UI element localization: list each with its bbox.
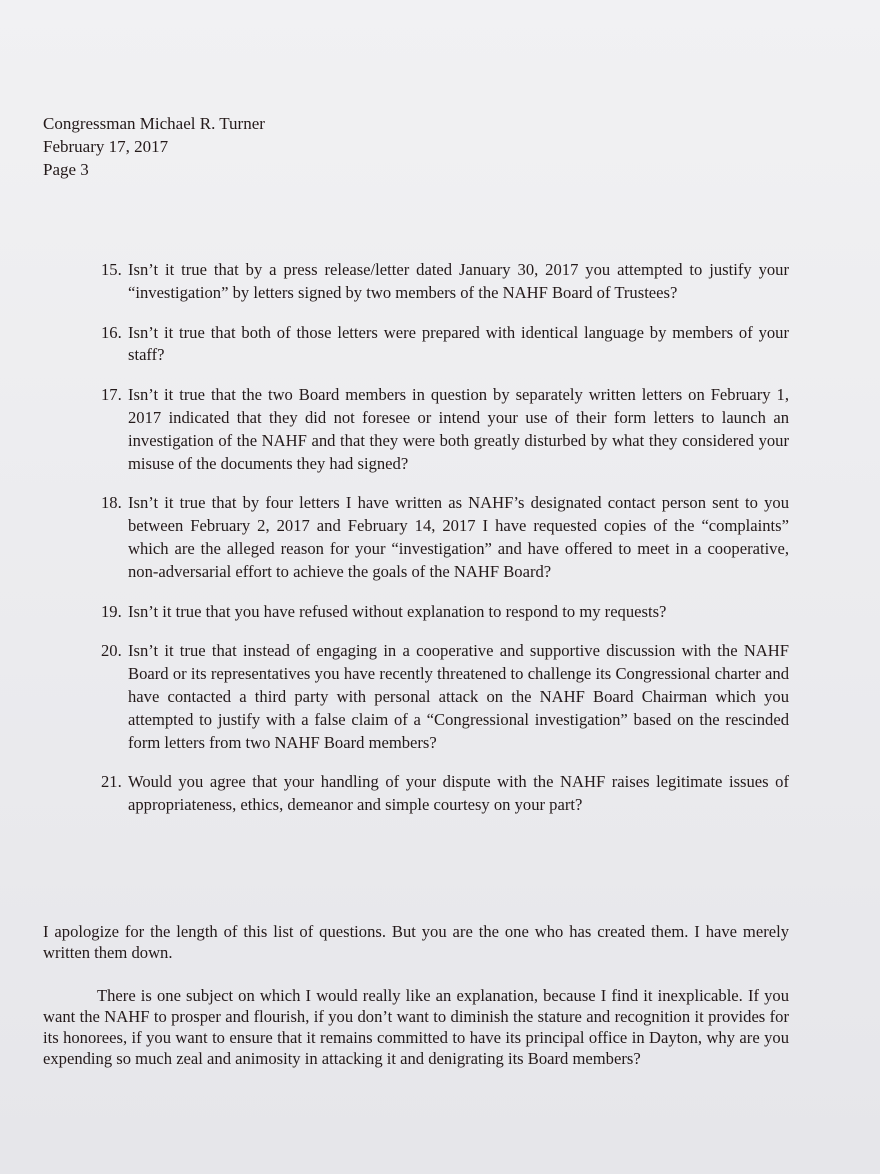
question-number: 20. bbox=[101, 641, 122, 661]
question-number: 21. bbox=[101, 772, 122, 792]
question-text: Isn’t it true that you have refused without explanation to respond to my requests? bbox=[128, 601, 667, 621]
question-item bbox=[101, 322, 789, 368]
question-number: 15. bbox=[101, 260, 122, 279]
date-line: February 17, 2017 bbox=[43, 137, 169, 156]
question-text: Isn’t it true that both of those letters were prepared with identical language by members of your staff? bbox=[128, 322, 789, 365]
question-item bbox=[101, 601, 789, 624]
question-text: Isn’t it true that the two Board members in question by separately written letters on February 1, 2017 indicated that they did not foresee or intend your use of their form letters to launch an investigation of the NAHF and that they were both greatly disturbed by what they considered your misuse of the documents they had signed? bbox=[128, 385, 789, 473]
question-text: Would you agree that your handling of your dispute with the NAHF raises legitimate issues of appropriateness, ethics, demeanor and simple courtesy on your part? bbox=[128, 772, 789, 815]
question-text: Isn’t it true that instead of engaging in a cooperative and supportive discussion with the NAHF Board or its representatives you have recently threatened to challenge its Congressional charter and have contacted a third party with personal attack on the NAHF Board Chairman which you attempted to justify with a false claim of a “Congressional investigation” based on the rescinded form letters from two NAHF Board members? bbox=[128, 641, 789, 752]
question-text: Isn’t it true that by four letters I have written as NAHF’s designated contact person sent to you between February 2, 2017 and February 14, 2017 I have requested copies of the “complaints” which are the alleged reason for your “investigation” and have offered to meet in a cooperative, non-adversarial effort to achieve the goals of the NAHF Board? bbox=[128, 493, 789, 581]
question-item bbox=[101, 640, 789, 754]
recipient-line: Congressman Michael R. Turner bbox=[43, 114, 265, 133]
question-number: 17. bbox=[101, 385, 122, 405]
question-text: Isn’t it true that by a press release/letter dated January 30, 2017 you attempted to justify your “investigation” by letters signed by two members of the NAHF Board of Trustees? bbox=[128, 260, 789, 302]
question-list bbox=[101, 259, 789, 834]
question-item bbox=[101, 771, 789, 817]
question-number: 16. bbox=[101, 322, 122, 342]
question-item bbox=[101, 384, 789, 475]
question-item bbox=[101, 492, 789, 583]
question-number: 18. bbox=[101, 493, 122, 513]
question-item bbox=[101, 259, 789, 305]
page-number: Page 3 bbox=[43, 160, 89, 179]
letter-header bbox=[43, 112, 265, 181]
explanation-paragraph: There is one subject on which I would really like an explanation, because I find it inexplicable. If you want the NAHF to prosper and flourish, if you don’t want to diminish the stature and recognition it provides for its honorees, if you want to ensure that it remains committed to have its principal office in Dayton, why are you expending so much zeal and animosity in attacking it and denigrating its Board members? bbox=[43, 985, 789, 1068]
apology-paragraph: I apologize for the length of this list of questions. But you are the one who has created them. I have merely written them down. bbox=[43, 921, 789, 962]
question-number: 19. bbox=[101, 601, 122, 621]
